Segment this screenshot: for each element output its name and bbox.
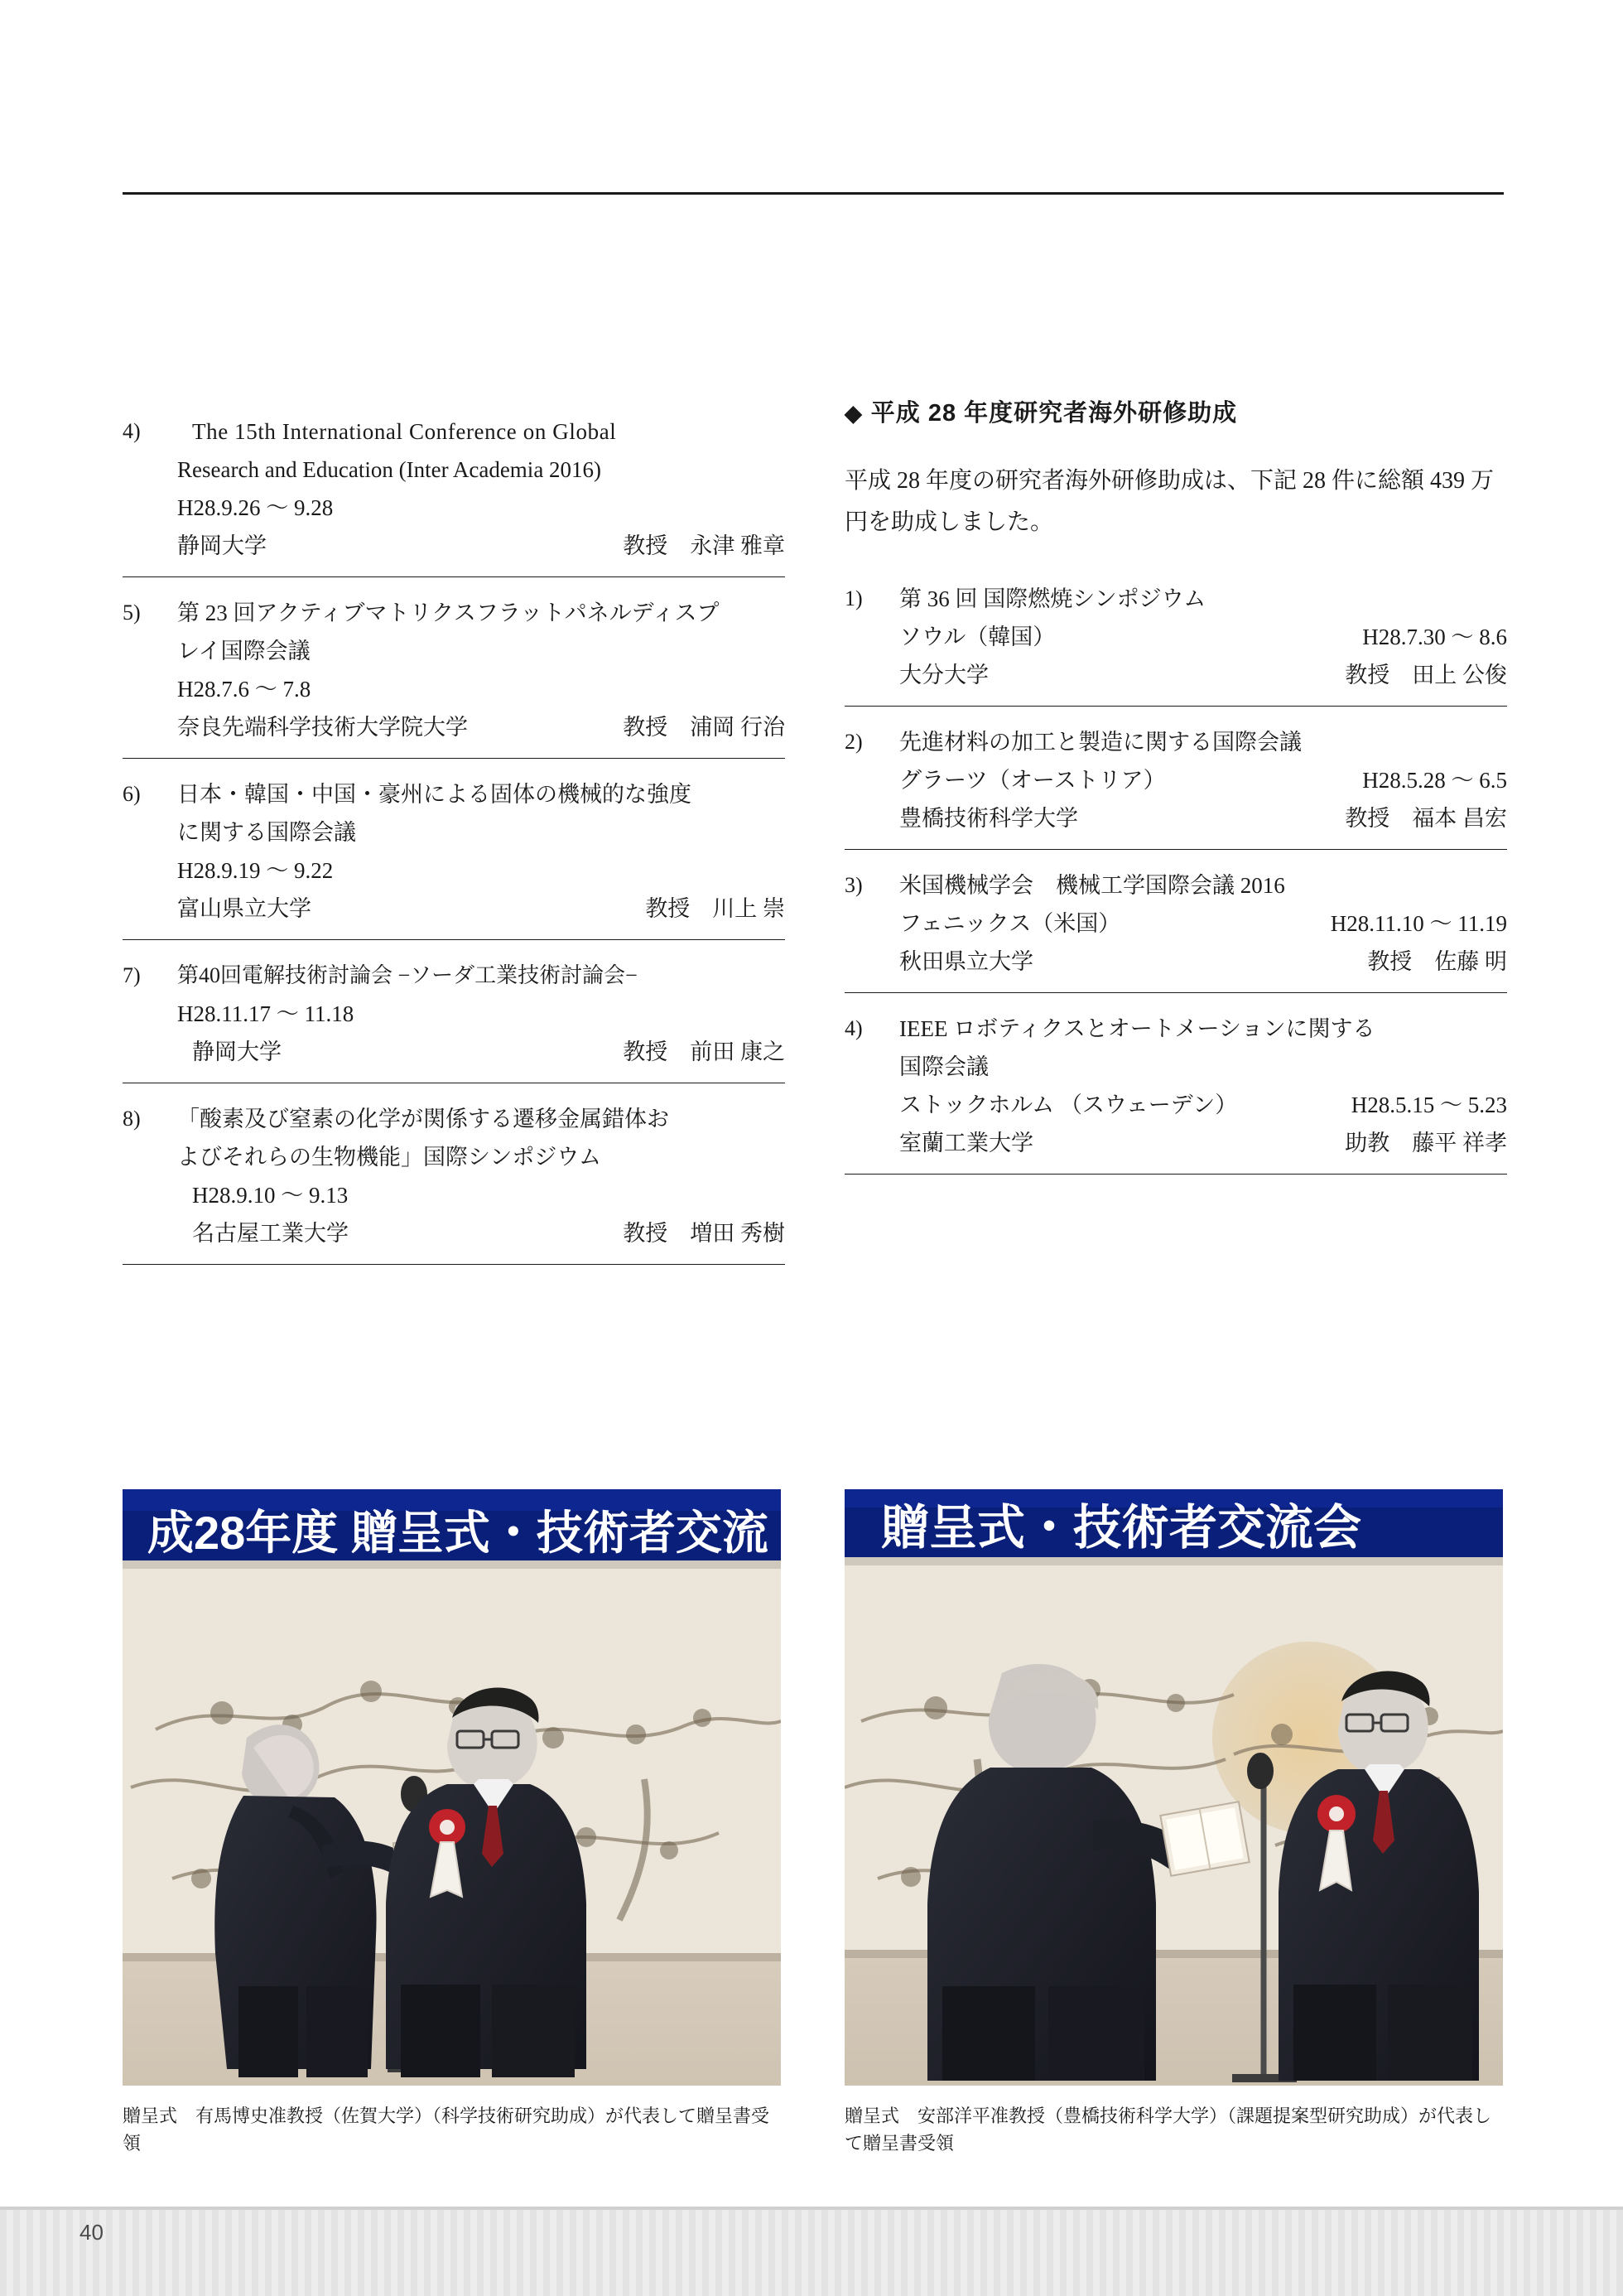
item-date: H28.7.6 〜 7.8 bbox=[177, 677, 311, 702]
item-number: 6) bbox=[123, 782, 141, 806]
item-affiliation: 富山県立大学 bbox=[177, 896, 311, 921]
list-item bbox=[845, 866, 1507, 993]
item-number: 4) bbox=[845, 1016, 863, 1040]
item-title-line-2: に関する国際会議 bbox=[177, 820, 356, 845]
item-date: H28.11.10 〜 11.19 bbox=[1330, 911, 1507, 936]
item-person: 教授 浦岡 行治 bbox=[623, 715, 785, 740]
page-number: 40 bbox=[79, 2220, 104, 2245]
item-affiliation: 秋田県立大学 bbox=[899, 949, 1033, 974]
item-person: 教授 佐藤 明 bbox=[1367, 949, 1507, 974]
item-place: グラーツ（オーストリア） bbox=[899, 768, 1166, 793]
item-date: H28.5.15 〜 5.23 bbox=[1351, 1093, 1507, 1117]
diamond-icon: ◆ bbox=[845, 401, 863, 426]
item-date: H28.9.26 〜 9.28 bbox=[177, 495, 334, 520]
photo-right-caption: 贈呈式 安部洋平准教授（豊橋技術科学大学）（課題提案型研究助成）が代表して贈呈書受領 bbox=[845, 2105, 1492, 2154]
item-title-line-1: 「酸素及び窒素の化学が関係する遷移金属錯体お bbox=[177, 1107, 669, 1131]
item-place-row bbox=[899, 618, 1507, 656]
item-title-line-2: よびそれらの生物機能」国際シンポジウム bbox=[177, 1145, 602, 1170]
item-affiliation-row bbox=[177, 708, 785, 746]
item-affiliation-row bbox=[177, 1033, 785, 1071]
item-person: 教授 田上 公俊 bbox=[1345, 663, 1507, 687]
item-person: 教授 永津 雅章 bbox=[623, 533, 785, 558]
item-title-line-1: 第40回電解技術討論会 −ソーダ工業技術討論会− bbox=[177, 963, 638, 987]
item-person: 助教 藤平 祥孝 bbox=[1345, 1131, 1507, 1155]
item-affiliation: 室蘭工業大学 bbox=[899, 1131, 1033, 1155]
item-title-line-2: レイ国際会議 bbox=[177, 639, 311, 663]
item-person: 教授 前田 康之 bbox=[623, 1039, 785, 1064]
item-title: IEEE ロボティクスとオートメーションに関する bbox=[899, 1016, 1375, 1041]
item-affiliation: 大分大学 bbox=[899, 663, 989, 687]
item-title-line-1: 日本・韓国・中国・豪州による固体の機械的な強度 bbox=[177, 782, 691, 807]
item-title-line-1: The 15th International Conference on Global bbox=[192, 419, 617, 444]
item-affiliation-row bbox=[899, 1124, 1507, 1162]
item-date: H28.7.30 〜 8.6 bbox=[1362, 625, 1507, 649]
list-item bbox=[123, 1100, 785, 1265]
svg-text:成28年度 贈呈式・技術者交流: 成28年度 贈呈式・技術者交流 bbox=[147, 1507, 768, 1559]
ceremony-photo-right-image bbox=[845, 1489, 1503, 2086]
item-title: 第 36 回 国際燃焼シンポジウム bbox=[899, 586, 1206, 611]
item-number: 2) bbox=[845, 730, 863, 754]
list-item bbox=[123, 957, 785, 1083]
item-affiliation: 名古屋工業大学 bbox=[192, 1221, 349, 1246]
item-place-row bbox=[899, 1086, 1507, 1124]
section-heading-label: 平成 28 年度研究者海外研修助成 bbox=[870, 400, 1238, 427]
right-column bbox=[845, 580, 1507, 1191]
item-affiliation-row bbox=[899, 799, 1507, 837]
item-date: H28.9.19 〜 9.22 bbox=[177, 858, 334, 883]
item-person: 教授 増田 秀樹 bbox=[623, 1221, 785, 1246]
item-number: 5) bbox=[123, 601, 141, 625]
item-place: ソウル（韓国） bbox=[899, 625, 1056, 649]
item-title-line-2: Research and Education (Inter Academia 2016) bbox=[177, 457, 602, 482]
item-affiliation-row bbox=[177, 890, 785, 928]
item-number: 1) bbox=[845, 586, 863, 610]
left-column bbox=[123, 412, 785, 1281]
item-number: 7) bbox=[123, 963, 141, 987]
item-date: H28.5.28 〜 6.5 bbox=[1362, 768, 1507, 793]
section-intro-text: 平成 28 年度の研究者海外研修助成は、下記 28 件に総額 439 万円を助成しました。 bbox=[845, 468, 1495, 535]
item-number: 3) bbox=[845, 873, 863, 897]
item-number: 4) bbox=[123, 419, 141, 443]
item-affiliation: 奈良先端科学技術大学院大学 bbox=[177, 715, 468, 740]
list-item bbox=[123, 412, 785, 577]
item-title: 先進材料の加工と製造に関する国際会議 bbox=[899, 730, 1302, 755]
photo-left-caption: 贈呈式 有馬博史准教授（佐賀大学）（科学技術研究助成）が代表して贈呈書受領 bbox=[123, 2105, 770, 2154]
ceremony-photo-left-image bbox=[123, 1489, 781, 2086]
item-affiliation-row bbox=[899, 656, 1507, 694]
item-affiliation-row bbox=[177, 1214, 785, 1252]
footer-band bbox=[0, 2210, 1623, 2296]
item-person: 教授 福本 昌宏 bbox=[1345, 806, 1507, 831]
photo-left bbox=[123, 1489, 781, 2086]
list-item bbox=[123, 594, 785, 759]
item-person: 教授 川上 崇 bbox=[645, 896, 785, 921]
item-date: H28.9.10 〜 9.13 bbox=[192, 1183, 349, 1208]
item-title-line-2: 国際会議 bbox=[899, 1054, 989, 1079]
list-item bbox=[845, 580, 1507, 707]
item-title-line-1: 第 23 回アクティブマトリクスフラットパネルディスプ bbox=[177, 601, 720, 625]
list-item bbox=[845, 723, 1507, 850]
item-affiliation: 静岡大学 bbox=[192, 1039, 282, 1064]
item-number: 8) bbox=[123, 1107, 141, 1131]
item-date: H28.11.17 〜 11.18 bbox=[177, 1001, 354, 1026]
photo-right bbox=[845, 1489, 1503, 2086]
item-place: ストックホルム （スウェーデン） bbox=[899, 1093, 1238, 1117]
item-place: フェニックス（米国） bbox=[899, 911, 1121, 936]
section-heading bbox=[845, 394, 1237, 428]
list-item bbox=[123, 775, 785, 940]
item-place-row bbox=[899, 761, 1507, 799]
top-horizontal-rule bbox=[123, 192, 1504, 195]
svg-text:贈呈式・技術者交流会: 贈呈式・技術者交流会 bbox=[881, 1501, 1362, 1555]
item-place-row bbox=[899, 904, 1507, 943]
item-affiliation: 豊橋技術科学大学 bbox=[899, 806, 1078, 831]
item-affiliation-row bbox=[177, 527, 785, 565]
list-item bbox=[845, 1010, 1507, 1175]
item-title: 米国機械学会 機械工学国際会議 2016 bbox=[899, 873, 1285, 898]
item-affiliation-row bbox=[899, 943, 1507, 981]
item-affiliation: 静岡大学 bbox=[177, 533, 267, 558]
